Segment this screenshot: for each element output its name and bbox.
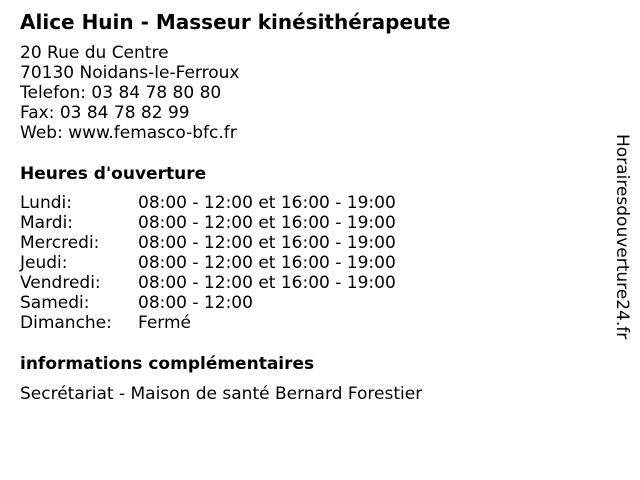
watermark-text: Horairesdouverture24.fr <box>612 134 632 340</box>
phone-number: Telefon: 03 84 78 80 80 <box>20 83 222 103</box>
hours-row <box>20 273 396 293</box>
website: Web: www.femasco-bfc.fr <box>20 123 237 143</box>
hours-row <box>20 313 396 333</box>
day-label: Vendredi: <box>20 273 101 293</box>
hours-heading: Heures d'ouverture <box>20 164 207 184</box>
time-range: 08:00 - 12:00 et 16:00 - 19:00 <box>138 213 396 233</box>
hours-row <box>20 293 396 313</box>
hours-row <box>20 193 396 213</box>
opening-hours-table <box>20 193 396 333</box>
day-label: Mercredi: <box>20 233 100 253</box>
time-range: 08:00 - 12:00 et 16:00 - 19:00 <box>138 273 396 293</box>
fax-number: Fax: 03 84 78 82 99 <box>20 103 190 123</box>
info-heading: informations complémentaires <box>20 354 315 374</box>
time-range: 08:00 - 12:00 et 16:00 - 19:00 <box>138 233 396 253</box>
address-street: 20 Rue du Centre <box>20 43 169 63</box>
info-text: Secrétariat - Maison de santé Bernard Forestier <box>20 384 423 404</box>
page-title: Alice Huin - Masseur kinésithérapeute <box>20 10 451 34</box>
time-range: 08:00 - 12:00 et 16:00 - 19:00 <box>138 253 396 273</box>
hours-row <box>20 253 396 273</box>
contact-block <box>20 43 239 143</box>
hours-row <box>20 213 396 233</box>
day-label: Lundi: <box>20 193 72 213</box>
hours-row <box>20 233 396 253</box>
day-label: Mardi: <box>20 213 74 233</box>
time-range: 08:00 - 12:00 <box>138 293 253 313</box>
address-city: 70130 Noidans-le-Ferroux <box>20 63 240 83</box>
day-label: Jeudi: <box>20 253 68 273</box>
day-label: Dimanche: <box>20 313 112 333</box>
time-range: Fermé <box>138 313 192 333</box>
day-label: Samedi: <box>20 293 90 313</box>
time-range: 08:00 - 12:00 et 16:00 - 19:00 <box>138 193 396 213</box>
